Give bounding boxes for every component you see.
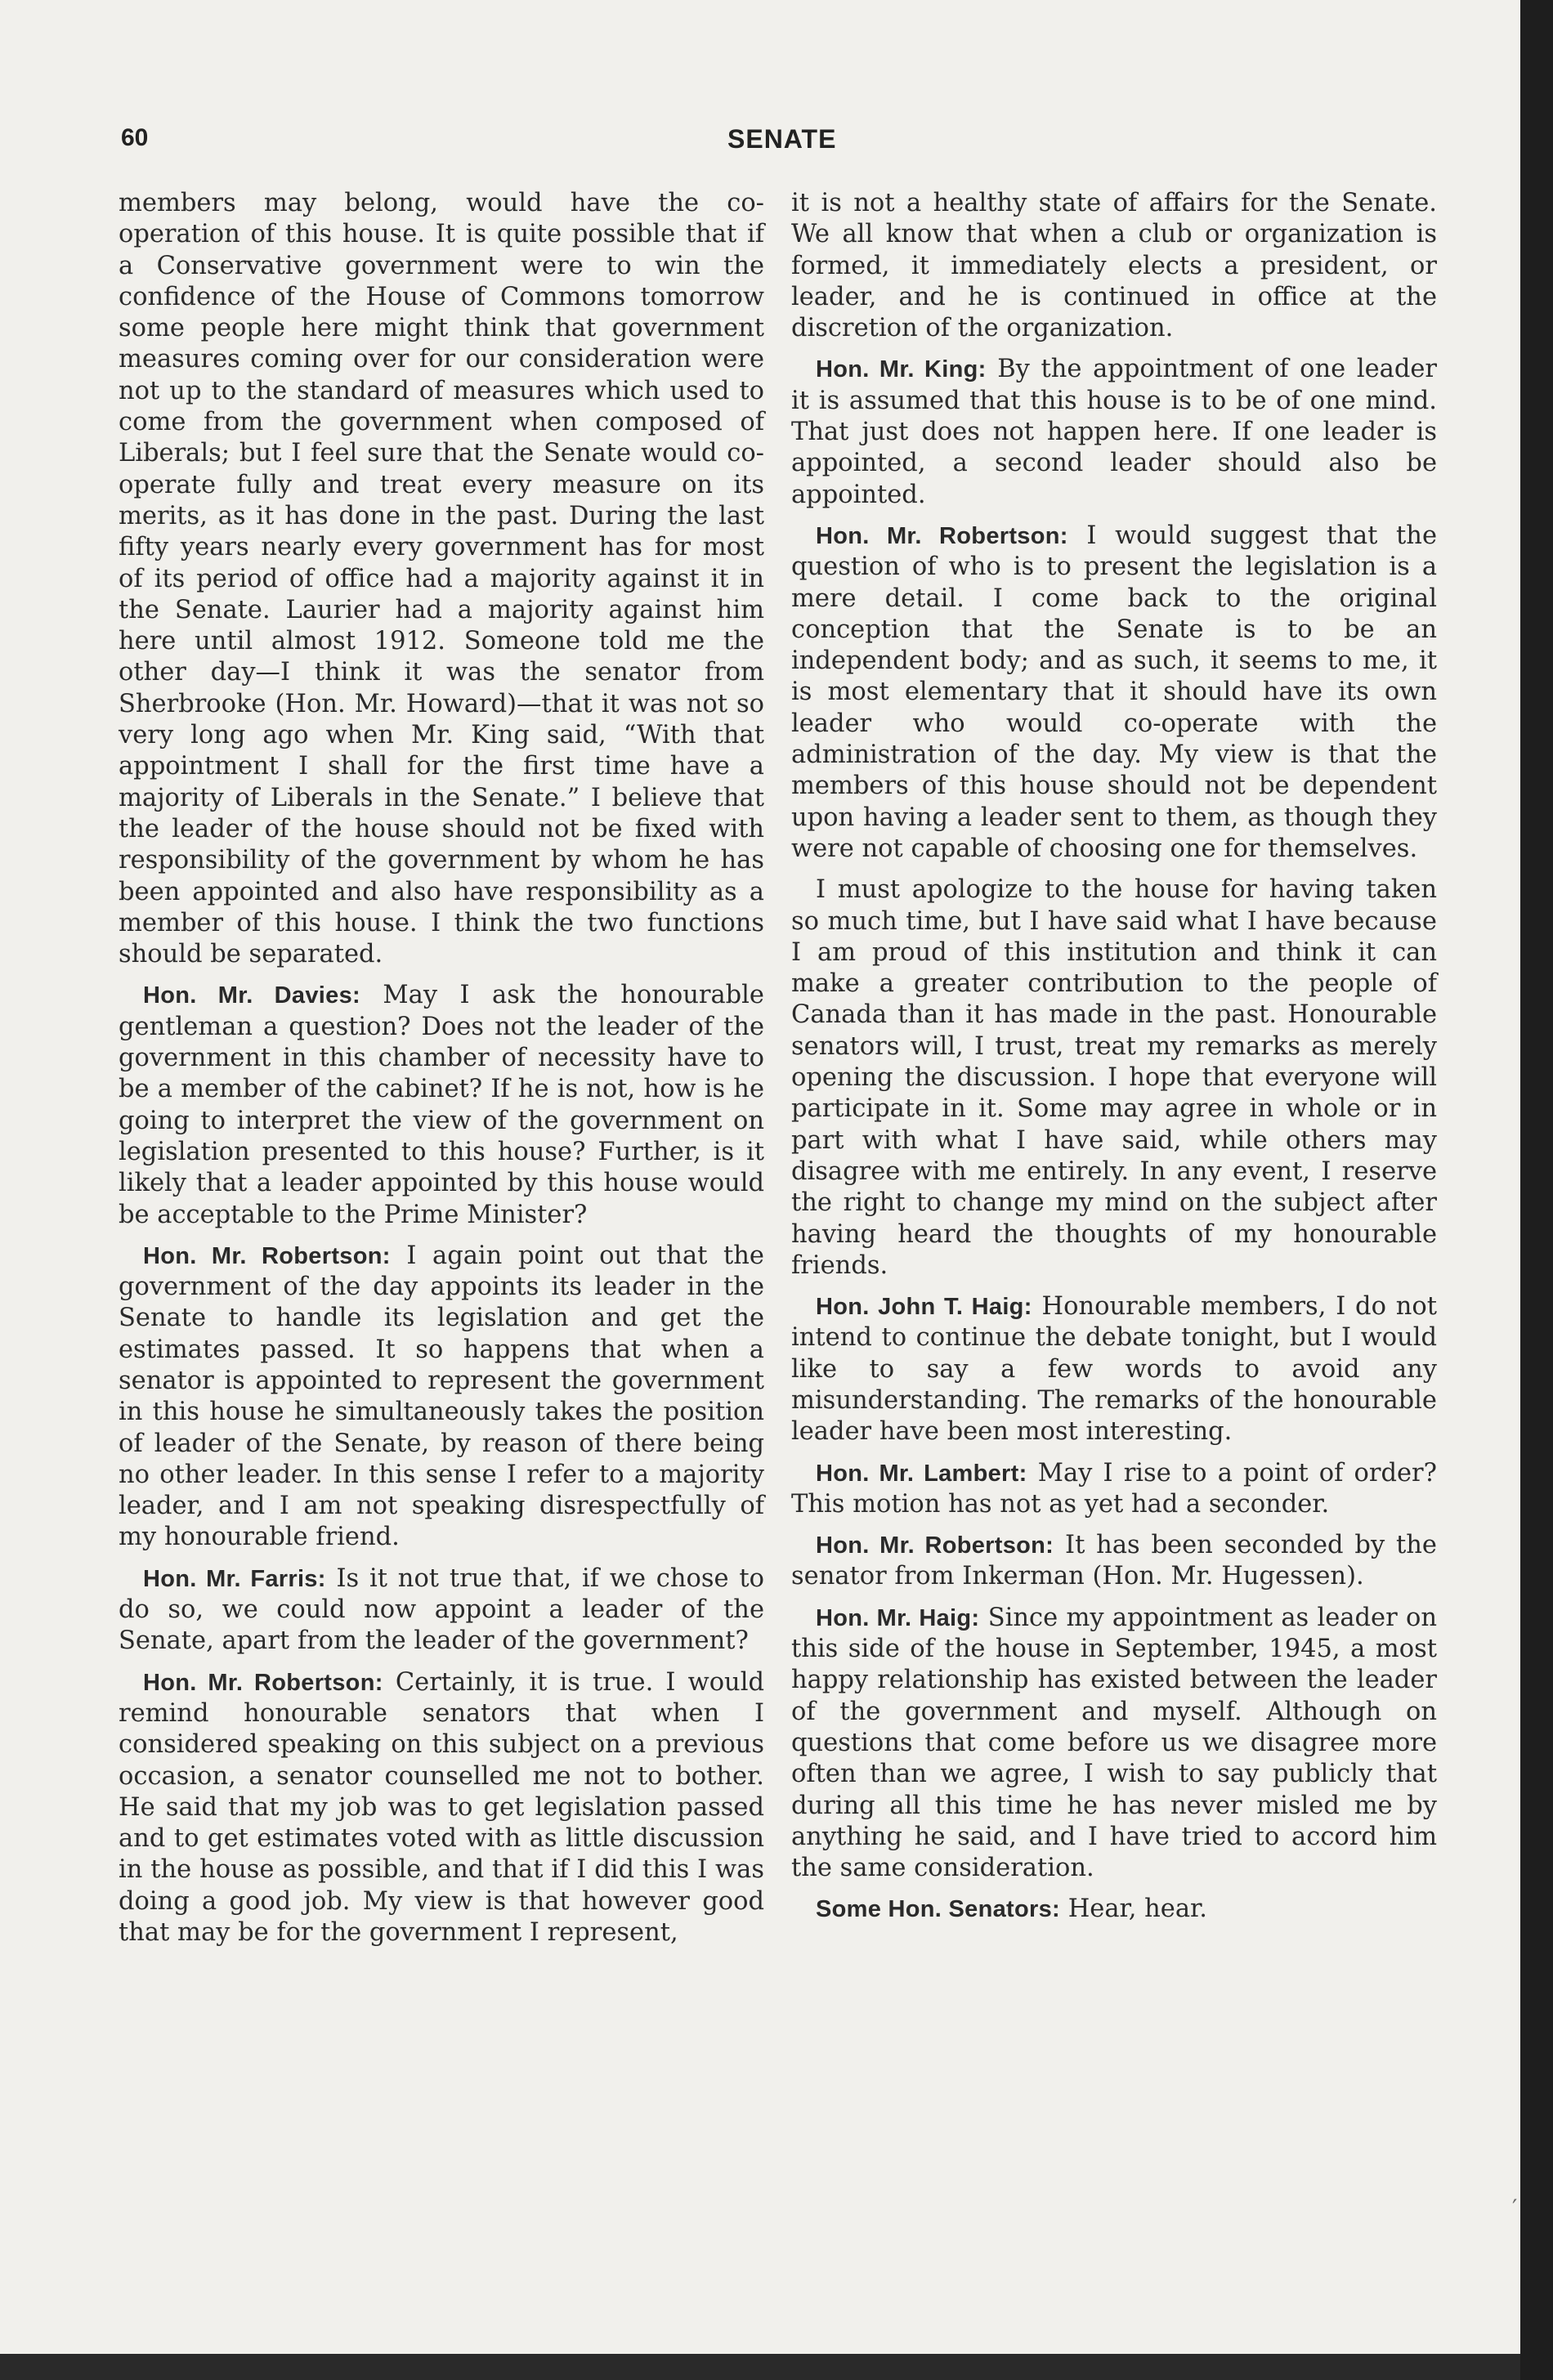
speech-text: Honourable members, I do not intend to continue the debate tonight, but I would like to say a few words to avoid any misunderstanding. The remarks of the honourable leader have been most interesting. xyxy=(791,1292,1437,1447)
speech-text: I again point out that the government of the day appoints its leader in the Senate to handle its legislation and get the estimates passed. It so happens that when a senator is appointed to represent the government in this house he simultaneously takes the position of leader of the Senate, by reason of there being no other leader. In this sense I refer to a majority leader, and I am not speaking disrespectfully of my honourable friend. xyxy=(119,1241,764,1552)
paragraph-text: I must apologize to the house for having taken so much time, but I have said what I have because I am proud of this institution and think it can make a greater contribution to the people of Canada than it has made in the past. Honourable senators will, I trust, treat my remarks as merely opening the discussion. I hope that everyone will participate in it. Some may agree in whole or in part with what I have said, while others may disagree with me entirely. In any event, I reserve the right to change my mind on the subject after having heard the thoughts of my honourable friends. xyxy=(791,875,1437,1280)
speaker-name: Hon. Mr. Robertson: xyxy=(816,1532,1054,1559)
speech xyxy=(791,1603,1437,1885)
speech-text: Since my appointment as leader on this side of the house in September, 1945, a most happy relationship has existed between the leader of the government and myself. Although on questions that come before us we disagree more often than we agree, I wish to say publicly that during all this time he has never misled me by anything he said, and I have tried to accord him the same consideration. xyxy=(791,1603,1437,1883)
speech xyxy=(119,1241,764,1554)
speaker-name: Hon. Mr. Farris: xyxy=(143,1565,326,1592)
scan-edge-bottom xyxy=(0,2354,1520,2380)
speaker-name: Hon. Mr. Haig: xyxy=(816,1604,980,1631)
speech xyxy=(791,1458,1437,1521)
speech-text: May I ask the honourable gentleman a question? Does not the leader of the government in this chamber of necessity have to be a member of the cabinet? If he is not, how is he going to interpret the view of the government on legislation presented to this house? Further, is it likely that a leader appointed by this house would be acceptable to the Prime Minister? xyxy=(119,981,764,1229)
speech xyxy=(791,1894,1437,1925)
speaker-name: Some Hon. Senators: xyxy=(816,1896,1060,1923)
right-column xyxy=(791,188,1437,1935)
speech xyxy=(791,1291,1437,1447)
speaker-name: Hon. Mr. Robertson: xyxy=(143,1669,383,1696)
speaker-name: Hon. John T. Haig: xyxy=(816,1294,1032,1321)
left-column xyxy=(119,188,764,1958)
speaker-name: Hon. Mr. King: xyxy=(816,356,987,383)
scan-edge-right xyxy=(1520,0,1553,2380)
speaker-name: Hon. Mr. Lambert: xyxy=(816,1460,1027,1487)
speech-text: It has been seconded by the senator from Inkerman (Hon. Mr. Hugessen). xyxy=(791,1531,1437,1591)
stray-pen-mark: ′ xyxy=(1512,2194,1518,2221)
speech xyxy=(119,980,764,1230)
speech-text: May I rise to a point of order? This motion has not as yet had a seconder. xyxy=(791,1458,1437,1519)
speech-text: Certainly, it is true. I would remind honourable senators that when I considered speaking on this subject on a previous occasion, a senator counselled me not to bother. He said that my job was to get legislation passed and to get estimates voted with as little discussion in the house as possible, and that if I did this I was doing a good job. My view is that however good that may be for the government I represent, xyxy=(119,1667,764,1948)
paragraph-text: members may belong, would have the co-operation of this house. It is quite possible that if a Conservative government were to win the confidence of the House of Commons tomorrow some people here might think that government measures coming over for our consideration were not up to the standard of measures which used to come from the government when composed of Liberals; but I feel sure that the Senate would co-operate fully and treat every measure on its merits, as it has done in the past. During the last fifty years nearly every government has for most of its period of office had a majority against it in the Senate. Laurier had a majority against him here until almost 1912. Someone told me the other day—I think it was the senator from Sherbrooke (Hon. Mr. Howard)—that it was not so very long ago when Mr. King said, “With that appointment I shall for the first time have a majority of Liberals in the Senate.” I believe that the leader of the house should not be fixed with responsibility of the government by whom he has been appointed and also have responsibility as a member of this house. I think the two functions should be separated. xyxy=(119,189,764,969)
speech xyxy=(119,1564,764,1658)
speech xyxy=(791,521,1437,865)
speech-text: Hear, hear. xyxy=(1067,1895,1207,1924)
paragraph xyxy=(791,188,1437,344)
speech-text: Is it not true that, if we chose to do so, we could now appoint a leader of the Senate, apart from the leader of the government? xyxy=(119,1564,764,1656)
paragraph-text: it is not a healthy state of affairs for the Senate. We all know that when a club or organization is formed, it immediately elects a president, or leader, and he is continued in office at the discretion of the organization. xyxy=(791,189,1437,343)
speaker-name: Hon. Mr. Robertson: xyxy=(816,522,1068,549)
speech-text: I would suggest that the question of who is to present the legislation is a mere detail. I come back to the original conception that the Senate is to be an independent body; and as such, it seems to me, it is most elementary that it should have its own leader who would co-operate with the administration of the day. My view is that the members of this house should not be dependent upon having a leader sent to them, as though they were not capable of choosing one for themselves. xyxy=(791,521,1437,863)
speech xyxy=(791,354,1437,510)
speaker-name: Hon. Mr. Davies: xyxy=(143,982,360,1009)
speech xyxy=(791,1530,1437,1593)
page-number: 60 xyxy=(121,124,149,151)
paragraph xyxy=(791,875,1437,1282)
paragraph xyxy=(119,188,764,970)
speech xyxy=(119,1667,764,1949)
speaker-name: Hon. Mr. Robertson: xyxy=(143,1242,391,1269)
speech-text: By the appointment of one leader it is assumed that this house is to be of one mind. That just does not happen here. If one leader is appointed, a second leader should also be appointed. xyxy=(791,355,1437,509)
running-head: SENATE xyxy=(727,124,837,154)
